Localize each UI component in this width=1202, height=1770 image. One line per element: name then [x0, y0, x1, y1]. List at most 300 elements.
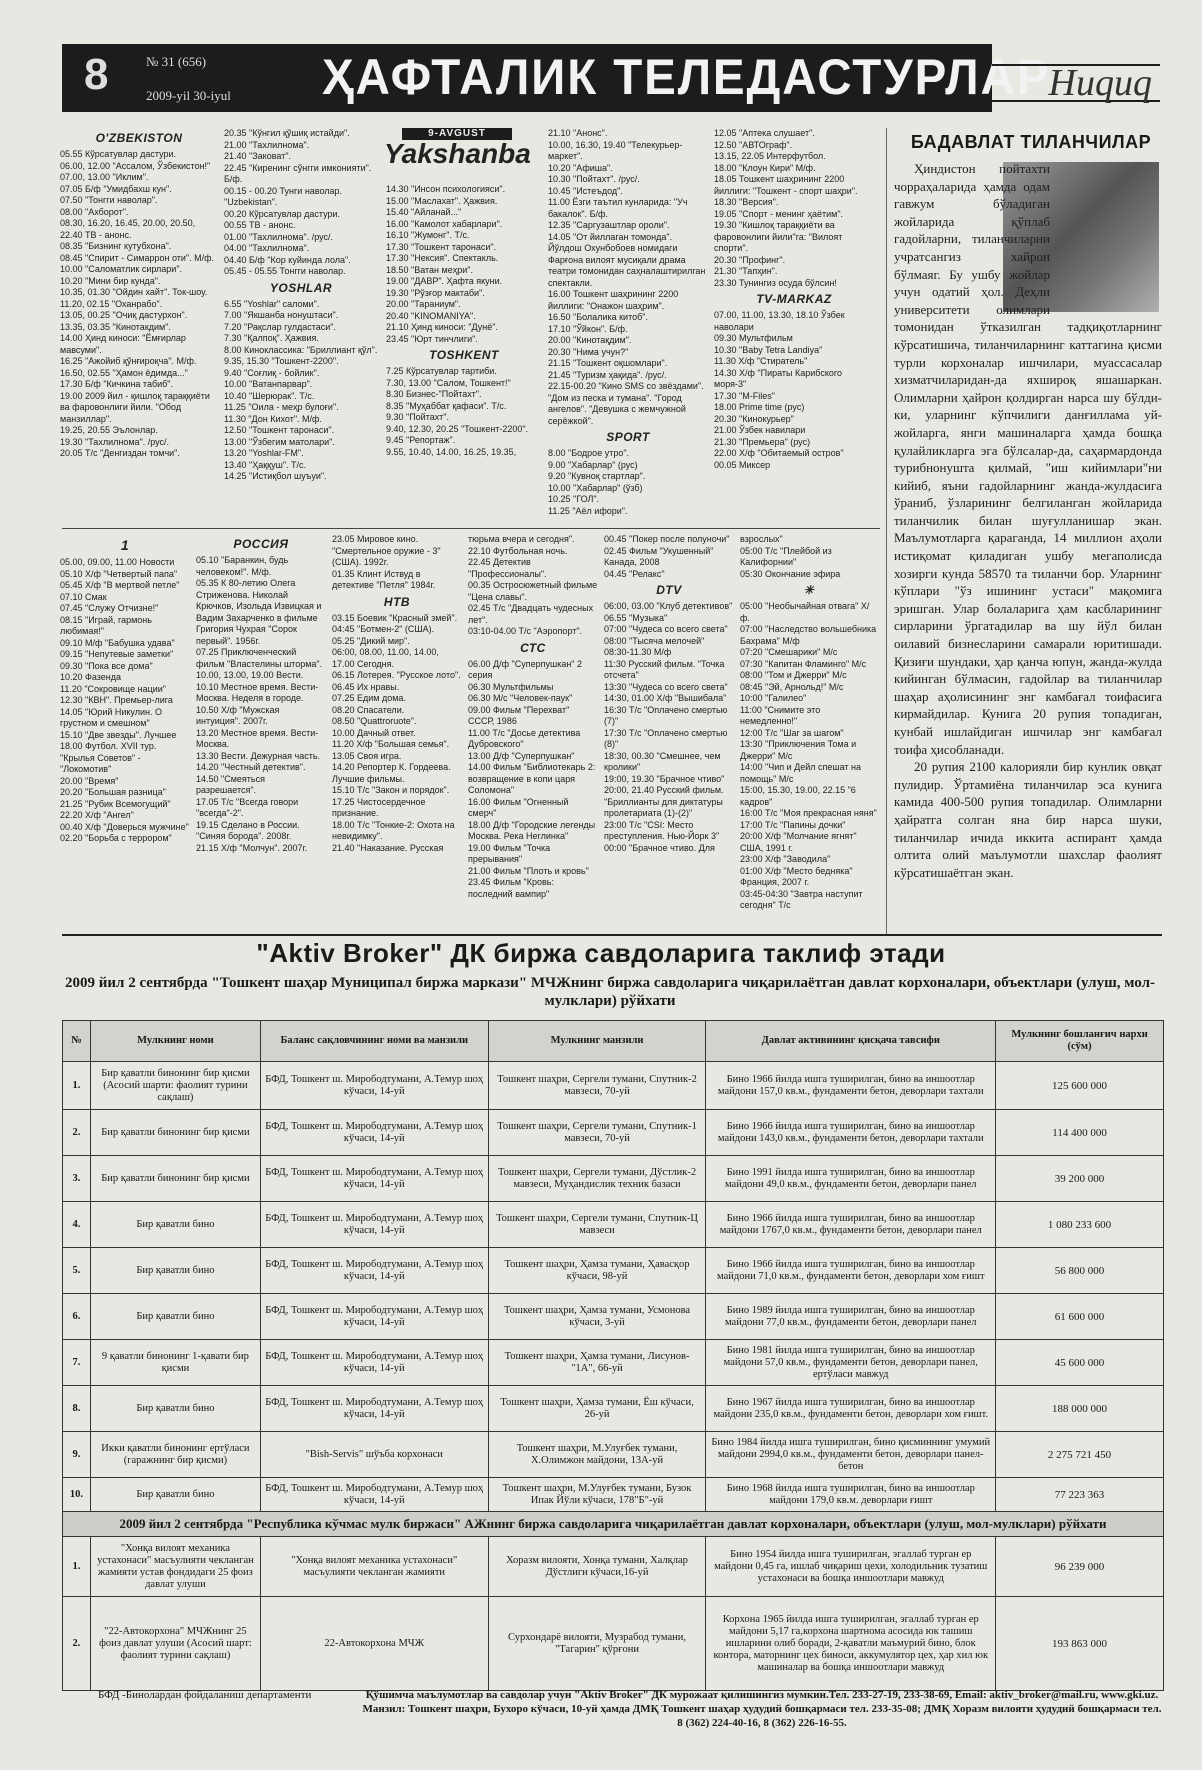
schedule-item: 05.45 - 05.55 Тонгги наволар.: [224, 266, 346, 276]
balance-holder: БФД, Тошкент ш. Мирободтумани, А.Темур шоҳ кўчаси, 14-уй: [260, 1294, 488, 1340]
channel-logo-tv-markaz: TV-MARKAZ: [756, 292, 832, 306]
schedule-item: 13.35, 03.35 "Кинотакдим".: [60, 321, 171, 332]
schedule-item: 22.20 Х/ф "Ангел": [60, 810, 134, 820]
schedule-item: 19.15 Сделано в России. "Синяя борода". 2008г.: [196, 819, 300, 841]
schedule-item: 10:00 "Галилео": [740, 693, 807, 703]
table-row: [63, 1340, 1164, 1386]
schedule-item: 05:00 Т/с "Плейбой из Калифорнии": [740, 545, 832, 567]
schedule-item: 11.20, 02.15 "Оханрабо".: [60, 298, 163, 309]
schedule-item: 14:00 "Чип и Дейл спешат на помощь" М/с: [740, 762, 862, 784]
schedule-item: 23:00 Т/с "CSI: Место преступления. Нью-Йорк 3": [604, 819, 720, 841]
schedule-item: 11.30 Х/ф "Стиратель": [714, 356, 808, 366]
page-title: ҲАФТАЛИК ТЕЛЕДАСТУРЛАР: [322, 49, 1051, 105]
property-name: Бир қаватли бино: [90, 1478, 260, 1512]
schedule-item: 00.15 - 00.20 Тунги наволар.: [224, 185, 343, 196]
schedule-item: 14.00 Ҳинд киноси: "Ёмғирлар мавсуми".: [60, 333, 186, 355]
channel-logo-sts: СТС: [520, 640, 546, 655]
day-banner: [384, 128, 534, 172]
schedule-item: 19.30 "Кишлоқ тараққиёти ва фаровонлиги йили"га: "Вилоят спорти".: [714, 220, 843, 253]
schedule-item: 05:00 "Необычайная отвага" Х/ф.: [740, 601, 870, 623]
schedule-item: 13:30 "Приключения Тома и Джерри" М/с: [740, 739, 857, 761]
schedule-item: 10.00 "Хабарлар" (ўзб): [548, 482, 643, 493]
schedule-item: 06.30 Мультфильмы: [468, 681, 554, 692]
schedule-item: 04.45 "Релакс": [604, 568, 665, 579]
property-address: Тошкент шаҳри, Ҳамза тумани, Ёш кўчаси, 26-уй: [488, 1386, 706, 1432]
column-header: Мулкнинг манзили: [488, 1021, 706, 1062]
schedule-item: 03.15 Боевик "Красный змей".: [332, 612, 458, 623]
channel-logo-dtv: DTV: [656, 583, 682, 597]
table-row: [63, 1537, 1164, 1597]
channel-logo-rossiya: РОССИЯ: [233, 537, 289, 551]
property-address: Тошкент шаҳри, Сергели тумани, Спутник-Ц мавзеси: [488, 1202, 706, 1248]
property-description: Бино 1966 йилда ишга туширилган, бино ва иншоотлар майдони 157,0 кв.м., фундаменти бетон, деворлари тахтали: [706, 1062, 996, 1110]
schedule-item: 20.30 "Нима учун?": [548, 346, 629, 357]
schedule-item: 02.45 Фильм "Укушенный" Канада, 2008: [604, 545, 714, 567]
schedule-item: 7.20 "Рақслар гулдастаси".: [224, 321, 336, 332]
start-price: 56 800 000: [996, 1248, 1164, 1294]
table-row: [63, 1432, 1164, 1478]
channel-logo-6: ✳: [803, 583, 815, 597]
start-price: 114 400 000: [996, 1110, 1164, 1156]
schedule-item: 10.25 "ГОЛ".: [548, 494, 600, 504]
schedule-item: 21.25 "Рубик Всемогущий": [60, 798, 171, 809]
schedule-item: 00:00 "Брачное чтиво. Для: [604, 842, 715, 853]
auction-subtitle: 2009 йил 2 сентябрда "Тошкент шаҳар Муниципал биржа маркази" МЧЖнинг биржа савдоларига чиқарилаётган давлат корхоналари, объектлари (улуш, мол-мулклари) рўйхати: [65, 975, 1155, 1009]
schedule-item: 05:30 Окончание эфира: [740, 568, 841, 579]
schedule-item: 16:00 Т/с "Моя прекрасная няня": [740, 808, 877, 818]
schedule-item: 12.35 "Саргузаштлар ороли".: [548, 220, 670, 230]
start-price: 96 239 000: [996, 1537, 1164, 1597]
schedule-item: 18.50 "Ватан меҳри".: [386, 264, 473, 275]
table-row: [63, 1110, 1164, 1156]
schedule-item: 20:00 Х/ф "Молчание ягнят" США, 1991 г.: [740, 831, 857, 853]
schedule-item: 20.30 "Профинг".: [714, 254, 786, 265]
schedule-item: 05.10 "Баранкин, будь человеком!". М/ф.: [196, 555, 289, 577]
schedule-item: 18.30 "Версия".: [714, 197, 779, 207]
property-description: Бино 1991 йилда ишга туширилган, бино ва иншоотлар майдони 49,0 кв.м., фундаменти бетон, деворлари панел: [706, 1156, 996, 1202]
property-address: Тошкент шаҳри, Сергели тумани, Дўстлик-2 мавзеси, Муҳандислик техник базаси: [488, 1156, 706, 1202]
schedule-item: 10.00 Дачный ответ.: [332, 727, 416, 738]
schedule-item: 23.30 Тунингиз осуда бўлсин!: [714, 277, 837, 288]
schedule-item: 9.00 "Хабарлар" (рус): [548, 459, 638, 470]
schedule-item: 06.45 Их нравы.: [332, 681, 400, 692]
schedule-item: 08:00 "Тысяча мелочей": [604, 635, 705, 646]
schedule-item: 07:30 "Капитан Фламинго" М/с: [740, 658, 867, 669]
section2-title: 2009 йил 2 сентябрда "Республика кўчмас мулк биржаси" АЖнинг биржа савдоларига чиқарилаётган давлат корхоналари, объектлари (улуш, мол-мулклари) рўйхати: [63, 1512, 1164, 1537]
schedule-item: 22.00 Х/ф "Обитаемый остров": [714, 448, 844, 458]
schedule-item: 11.25 "Аёл ифори".: [548, 505, 628, 516]
schedule-item: 08.50 "Quattroruote".: [332, 716, 417, 726]
schedule-item: 20.00 "Тараниум".: [386, 299, 461, 309]
schedule-item: 10.20 "Мини бир кунда".: [60, 275, 161, 286]
start-price: 39 200 000: [996, 1156, 1164, 1202]
schedule-item: 17.30 Б/ф "Кичкина табиб".: [60, 379, 173, 389]
row-number: 1.: [63, 1537, 91, 1597]
row-number: 5.: [63, 1248, 91, 1294]
start-price: 125 600 000: [996, 1062, 1164, 1110]
property-description: Бино 1967 йилда ишга туширилган, бино ва иншоотлар майдони 235,0 кв.м., фундаменти бетон, деворлари хом ғишт.: [706, 1386, 996, 1432]
schedule-item: 05.35 К 80-летию Олега Стриженова. Николай Крючков, Изольда Извицкая и Вадим Захарченко в фильме Григория Чухрая "Сорок первый". 1956г.: [196, 578, 322, 646]
row-number: 1.: [63, 1062, 91, 1110]
schedule-item: 13.20 "Yoshlar-FM".: [224, 448, 304, 458]
schedule-item: 01.00 "Тахлилнома". /рус/.: [224, 231, 334, 242]
balance-holder: "Bish-Servis" шўъба корхонаси: [260, 1432, 488, 1478]
schedule-item: 21.00 "Тахлилнома".: [224, 139, 310, 150]
schedule-item: 12:00 Т/с "Шаг за шагом": [740, 727, 844, 738]
article-body: [894, 160, 1162, 881]
start-price: 61 600 000: [996, 1294, 1164, 1340]
property-name: "22-Автокорхона" МЧЖнинг 25 фоиз давлат улуши (Асосий шарт: фаолият турини сақлаш): [90, 1597, 260, 1691]
balance-holder: БФД, Тошкент ш. Мирободтумани, А.Темур шоҳ кўчаси, 14-уй: [260, 1202, 488, 1248]
schedule-item: 09.10 М/ф "Бабушка удава": [60, 637, 175, 648]
auction-table: [62, 1020, 1164, 1691]
start-price: 2 275 721 450: [996, 1432, 1164, 1478]
schedule-item: 14.05 "Юрий Никулин. О грустном и смешном": [60, 706, 162, 728]
tv-column-rossiya: [196, 534, 326, 932]
masthead-bar: [62, 44, 1051, 112]
schedule-item: 04.00 "Тахлилнома".: [224, 243, 310, 253]
tv-column-sts: [468, 534, 598, 932]
schedule-item: 19.30 "Рўзғор мактаби".: [386, 287, 485, 298]
schedule-item: 17.10 "Ўйкон". Б/ф.: [548, 323, 628, 334]
tv-column-dtv: [604, 534, 734, 932]
article-paragraph: Ҳиндистон пойтахти чорраҳаларида ҳамда одам гавжум бўладиган жойларида қўплаб гадойларни, тиланчиларни учратсангиз хайрон бўлмаяг. Бу ушбу жойлар учун одатий ҳол. Деҳли университети олимлари томонидан ўтказилган тадқиқотларнинг кўрсатишича, тиланчиларнинг каттагина қисми турли корхоналар ишчилари, муассасалар хизматчиларидан-да яхшироқ яшашаркан. Олимларни ҳайрон қолдирган нарса шу бўлди-ки, уларнинг кўпчилиги данғиллама уй-жойларга, янги машиналарга ҳамда бошқа қулайликларга эга бўлсалар-да, саҳармардонда турибнонуштa қилмай, "иш кийимлари"ни кийиб, яъни гадойларнинг жанда-жулдасига ўраниб, ўзларининг белгиланган жойларида тиланчилик билан шуғулланишар экан. Маълумотларга қараганда, 14 миллион аҳоли истиқомат қиладиган ушбу мегаполисда хозирги кунда 58570 та тиланчи бор. Уларнинг кўплари "ўз ишининг устаси" мақомига эришган. Улар болаларига ҳам касбларининг сирларини ўргатадилар ва шу йўл билан оилавий бизнесларини самарали юритишади. Қизиғи шундаки, ҳар қанча юпун, жанда-жулда кийинган бўлмасин, гадойлар ва тиланчилар шаҳар аҳолисининг энг камбағал тоифасига кирмайдилар. Кунига 20 рупия топадиган, кунбай ишлайдиган ишчилар энг камбағал тоифа ҳисобланади.: [894, 161, 1162, 757]
schedule-item: 15.40 "Айланай...": [386, 207, 462, 217]
property-name: Бир қаватли бино: [90, 1202, 260, 1248]
article-title: БАДАВЛАТ ТИЛАНЧИЛАР: [910, 132, 1152, 152]
schedule-item: 18.00 Т/с "Тонкие-2: Охота на невидимку".: [332, 819, 455, 841]
schedule-item: 10.20 Фазенда: [60, 672, 122, 682]
schedule-item: 14:30, 01.00 Х/ф "Вышибала": [604, 693, 727, 703]
property-name: Икки қаватли бинонинг ертўласи (гаражнинг бир қисми): [90, 1432, 260, 1478]
schedule-item: 9.20 "Кувноқ стартлар".: [548, 471, 646, 481]
row-number: 2.: [63, 1110, 91, 1156]
schedule-item: 14.25 "Истиқбол шуъуи".: [224, 471, 327, 481]
schedule-item: 21.40 "Заковат".: [224, 151, 292, 161]
schedule-item: 21.45 "Туризм ҳақида". /рус/.: [548, 369, 667, 380]
schedule-item: 18.05 Тошкент шаҳрининг 2200 йиллиги: "Тошкент - спорт шаҳри".: [714, 174, 858, 196]
property-name: 9 қаватли бинонинг 1-қавати бир қисми: [90, 1340, 260, 1386]
schedule-item: 10.00, 16.30, 19.40 "Телекурьер-маркет".: [548, 139, 683, 161]
balance-holder: БФД, Тошкент ш. Мирободтумани, А.Темур шоҳ кўчаси, 14-уй: [260, 1478, 488, 1512]
schedule-item: 10.35, 01.30 "Ойдин хайт". Ток-шоу.: [60, 287, 208, 297]
property-name: "Хонқа вилоят механика устахонаси" масъулияти чекланган жамияти устав фондидаги 25 фоиз давлат улуши: [90, 1537, 260, 1597]
schedule-item: 16.25 "Ажойиб қўнғироқча". М/ф.: [60, 356, 197, 366]
schedule-item: 17.30 "M-Files": [714, 390, 775, 401]
schedule-item: 06.15 Лотерея. "Русское лото".: [332, 670, 461, 680]
property-name: Бир қаватли бино: [90, 1248, 260, 1294]
schedule-item: 07.00, 11.00, 13.30, 18.10 Ўзбек наволари: [714, 310, 845, 332]
schedule-item: 02.45 Т/с "Двадцать чудесных лет".: [468, 603, 594, 625]
balance-holder: БФД, Тошкент ш. Мирободтумани, А.Темур шоҳ кўчаси, 14-уй: [260, 1110, 488, 1156]
schedule-item: 09.15 "Непутевые заметки": [60, 649, 174, 659]
schedule-item: 19.00 Фильм "Точка прерывания": [468, 842, 551, 864]
schedule-item: 17.30 "Тошкент таронаси".: [386, 241, 497, 252]
schedule-item: 23.45 Фильм "Кровь: последний вампир": [468, 877, 554, 899]
schedule-item: 21.10 Ҳинд киноси: "Дунё".: [386, 322, 498, 332]
schedule-item: 7.25 Кўрсатувлар тартиби.: [386, 366, 497, 376]
schedule-item: 11.25 "Оила - меҳр булоғи".: [224, 402, 339, 412]
schedule-item: 04.40 Б/ф "Кор куйинда лола".: [224, 254, 351, 265]
schedule-item: 07:20 "Смешарики" М/с: [740, 647, 838, 657]
schedule-item: 18:30, 00.30 "Смешнее, чем кролики": [604, 750, 721, 772]
column-header: Мулкнинг бошланғич нархи (сўм): [996, 1021, 1164, 1062]
column-header: Давлат активининг қисқача тавсифи: [706, 1021, 996, 1062]
schedule-item: 14.00 Фильм "Библиотекарь 2: возвращение в копи царя Соломона": [468, 762, 596, 795]
property-description: Бино 1968 йилда ишга туширилган, бино ва иншоотлар майдони 179,0 кв.м. деворлари ғишт: [706, 1478, 996, 1512]
property-description: Бино 1981 йилда ишга туширилган, бино ва иншоотлар майдони 57,0 кв.м., фундаменти бетон, деворлари панел, ертўласи мавжуд: [706, 1340, 996, 1386]
schedule-item: 11.00 Ёзги таътил кунларида: "Уч бакалок". Б/ф.: [548, 197, 688, 219]
schedule-item: 12.50 "АВТОграф".: [714, 139, 793, 150]
schedule-item: 17:00 Т/с "Папины дочки": [740, 819, 846, 830]
auction-title: "Aktiv Broker" ДК биржа савдоларига таклиф этади: [256, 938, 946, 968]
schedule-item: 10.45 "Истеъдод".: [548, 185, 623, 196]
schedule-item: 21.40 "Наказание. Русская: [332, 842, 444, 853]
section-label-box: [992, 64, 1160, 102]
property-name: Бир қаватли бинонинг бир қисми (Асосий шарти: фаолият турини сақлаш): [90, 1062, 260, 1110]
balance-holder: БФД, Тошкент ш. Мирободтумани, А.Темур шоҳ кўчаси, 14-уй: [260, 1062, 488, 1110]
day-banner-date: 9-AVGUST: [402, 128, 512, 140]
schedule-item: 23.05 Мировое кино. "Смертельное оружие - 3" (США). 1992г.: [332, 534, 441, 567]
schedule-item: 09.30 "Пока все дома": [60, 660, 153, 671]
schedule-item: 07.25 Приключенческий фильм "Властелины шторма".: [196, 647, 323, 669]
schedule-item: 14.50 "Смеяться разрешается".: [196, 773, 265, 795]
schedule-item: 06:00, 03.00 "Клуб детективов": [604, 601, 733, 611]
schedule-item: 14.05 "От йиллаган томонда". Йўлдош Охунбобоев номидаги Фарғона вилоят мусиқали драма театри томонидан саҳналаштирилган спектакли.: [548, 231, 706, 288]
balance-holder: 22-Автокорхона МЧЖ: [260, 1597, 488, 1691]
schedule-item: 20.20 "Большая разница": [60, 787, 166, 797]
schedule-item: 21.00 Фильм "Плоть и кровь": [468, 865, 589, 876]
property-address: Тошкент шаҳри, Сергели тумани, Спутник-1 мавзеси, 70-уй: [488, 1110, 706, 1156]
schedule-item: 9.55, 10.40, 14.00, 16.25, 19.35,: [386, 446, 517, 457]
schedule-item: 08.00 "Ахборот".: [60, 206, 129, 217]
row-number: 3.: [63, 1156, 91, 1202]
column-header: Баланс сақловчининг номи ва манзили: [260, 1021, 488, 1062]
schedule-item: 13.20 Местное время. Вести-Москва.: [196, 727, 319, 749]
schedule-item: 05.00, 09.00, 11.00 Новости: [60, 557, 175, 567]
schedule-item: 11.20 Х/ф "Большая семья".: [332, 739, 450, 749]
schedule-item: 11.30 "Дон Кихот". М/ф.: [224, 413, 322, 424]
schedule-item: 01:00 Х/ф "Место бедняка" Франция, 2007 г.: [740, 865, 853, 887]
schedule-item: 22.45 "Киренинг сўнгги имконияти". Б/ф.: [224, 162, 372, 184]
property-name: Бир қаватли бино: [90, 1294, 260, 1340]
schedule-item: 14.20 "Честный детектив".: [196, 762, 306, 772]
schedule-item: 22.10 Футбольная ночь.: [468, 545, 568, 556]
schedule-item: 20.00 "Время": [60, 775, 119, 786]
balance-holder: "Хонқа вилоят механика устахонаси" масъулияти чекланган жамияти: [260, 1537, 488, 1597]
schedule-item: 07.50 "Тонгги наволар".: [60, 195, 158, 205]
schedule-item: 8.30 Бизнес-"Пойтахт".: [386, 389, 482, 399]
property-address: Тошкент шаҳри, Ҳамза тумани, Усмонова кўчаси, 3-уй: [488, 1294, 706, 1340]
schedule-item: 17.05 Т/с "Всегда говори "всегда"-2".: [196, 796, 299, 818]
schedule-item: 22.15-00.20 "Кино SMS со звёздами". "Дом из песка и тумана". "Город ангелов". "Девушка с жемчужной серёжкой".: [548, 381, 704, 426]
schedule-item: 05.10 Х/ф "Четвертый папа": [60, 568, 178, 579]
schedule-item: 6.55 "Yoshlar" саломи".: [224, 298, 320, 309]
schedule-item: 12.30 "КВН". Премьер-лига: [60, 695, 173, 705]
property-description: Бино 1966 йилда ишга туширилган, бино ва иншоотлар майдони 1767,0 кв.м., фундаменти бетон, деворлари панел: [706, 1202, 996, 1248]
schedule-item: 20.40 "KINOMANIYA".: [386, 310, 476, 321]
schedule-item: 18.00 Prime time (рус): [714, 402, 805, 412]
schedule-item: 16.10 "Жумонг". Т/с.: [386, 230, 470, 240]
schedule-item: 9.45 "Репортаж".: [386, 435, 456, 445]
schedule-item: 10.00, 13.00, 19.00 Вести.: [196, 670, 304, 680]
schedule-item: 7.00 "Якшанба нонуштаси".: [224, 310, 339, 320]
schedule-item: 19.00 2009 йил - қишлоқ тараққиёти ва фаровонлиги йили. "Обод манзиллар".: [60, 390, 210, 424]
property-address: Тошкент шаҳри, Ҳамза тумани, Ҳавасқор кўчаси, 98-уй: [488, 1248, 706, 1294]
schedule-item: 06.00, 12.00 "Ассалом, Ўзбекистон!": [60, 160, 211, 171]
schedule-item: 13.15, 22.05 Интерфутбол.: [714, 151, 826, 161]
schedule-item: 8.00 Кинокласcика: "Бриллиант қўл".: [224, 344, 378, 355]
schedule-item: 21.15 Х/ф "Молчун". 2007г.: [196, 842, 308, 853]
schedule-item: 13:30 "Чудеса со всего света": [604, 681, 728, 692]
schedule-item: 08:30-11.30 М/ф: [604, 647, 672, 657]
schedule-item: 14.20 Репортер К. Гордеева. Лучшие фильмы.: [332, 762, 451, 784]
schedule-item: 10.50 Х/ф "Мужская интуиция". 2007г.: [196, 704, 280, 726]
schedule-item: 21.00 Ўзбек навилари: [714, 425, 806, 435]
schedule-item: 21.30 "Премьера" (рус): [714, 436, 811, 447]
schedule-item: 16.00 Фильм "Огненный смерч": [468, 796, 569, 818]
table-row: [63, 1156, 1164, 1202]
tv-column-ozbekiston: [60, 128, 218, 523]
property-description: Корхона 1965 йилда ишга туширилган, эгаллаб турган ер майдони 5,17 га,корхона шартнома асосида юк ташиш ишларини олиб боради, 2-қаватли маъмурий бино, блок контора, маторнинг цех биноси, аккумулятор цех, ҳар хил юк машиналар ва бошқа иншоотлари мавжуд: [706, 1597, 996, 1691]
schedule-item: 20.00 "Кинотақдим".: [548, 335, 632, 345]
property-address: Хоразм вилояти, Хонқа тумани, Халқлар Дўстлиги кўчаси,16-уй: [488, 1537, 706, 1597]
table-row: [63, 1386, 1164, 1432]
schedule-item: 00.55 ТВ - анонс.: [224, 220, 296, 230]
row-number: 10.: [63, 1478, 91, 1512]
table-row: [63, 1294, 1164, 1340]
schedule-item: 16.50 "Болалика китоб".: [548, 312, 648, 322]
schedule-item: 10.20 "Афиша".: [548, 162, 613, 173]
row-number: 6.: [63, 1294, 91, 1340]
schedule-item: 08:45 "Эй, Арнольд!" М/с: [740, 681, 844, 692]
schedule-item: 00.05 Миксер: [714, 459, 771, 470]
row-number: 9.: [63, 1432, 91, 1478]
row-number: 2.: [63, 1597, 91, 1691]
tv-column-6: [740, 534, 878, 932]
property-description: Бино 1989 йилда ишга туширилган, бино ва иншоотлар майдони 77,0 кв.м., фундаменти бетон, деворлари панел: [706, 1294, 996, 1340]
schedule-item: 03:10-04.00 Т/с "Аэропорт".: [468, 626, 583, 636]
start-price: 1 080 233 600: [996, 1202, 1164, 1248]
schedule-item: 22.45 Детектив "Профессионалы".: [468, 557, 547, 579]
schedule-item: 17.25 Чистосердечное признание.: [332, 796, 426, 818]
schedule-item: 06:00, 08.00, 11.00, 14.00, 17.00 Сегодня.: [332, 647, 439, 669]
schedule-item: 11:30 Русский фильм. "Точка отсчета": [604, 658, 725, 680]
schedule-item: 23.45 "Юрт тинчлиги".: [386, 333, 478, 344]
property-address: Сурхондарё вилояти, Музрабод тумани, "Тагарин" қўрғони: [488, 1597, 706, 1691]
schedule-item: 19.00 "ДАВР". Ҳафта якуни.: [386, 276, 503, 286]
schedule-item: 02.20 "Борьба с террором": [60, 833, 172, 843]
schedule-item: 05.55 Кўрсатувлар дастури.: [60, 149, 177, 159]
schedule-item: 20.35 "Кўнгил қўшиқ истайди".: [224, 128, 350, 138]
balance-holder: БФД, Тошкент ш. Мирободтумани, А.Темур шоҳ кўчаси, 14-уй: [260, 1156, 488, 1202]
schedule-item: 13.00 "Ўзбегим матолари".: [224, 436, 335, 447]
footer-contacts: Қўшимча маълумотлар ва савдолар учун "Aktiv Broker" ДК мурожаат қилишингиз мумкин.Тел. 233-27-19, 233-38-69, Email: aktiv_broker@mail.ru, www.gki.uz. Манзил: Тошкент шаҳри, Бухоро кўчаси, 10-уй ҳамда ДМҚ Тошкент шаҳар ҳудудий бошқармаси тел. 233-35-08; ДМҚ Хоразм вилояти ҳудудий бошқармаси тел. 8 (362) 224-40-16, 8 (362) 226-16-55.: [362, 1689, 1162, 1729]
schedule-item: 10.10 Местное время. Вести-Москва. Неделя в городе.: [196, 681, 319, 703]
schedule-item: 10.00 "Ватанпарвар".: [224, 379, 313, 389]
masthead: [62, 44, 1160, 112]
channel-logo-perviy: 1: [120, 537, 130, 553]
property-address: Тошкент шаҳри, М.Улуғбек тумани, Бузок Ипак Йўли кўчаси, 178"Б"-уй: [488, 1478, 706, 1512]
property-address: Тошкент шаҳри, М.Улуғбек тумани, Х.Олимжон майдони, 13А-уй: [488, 1432, 706, 1478]
schedule-item: 16:30 Т/с "Оплачено смертью (7)": [604, 704, 728, 726]
issue-date: 2009-yil 30-iyul: [146, 88, 231, 103]
schedule-item: 18.00 Футбол. XVII тур. "Крылья Советов" - "Локомотив": [60, 741, 157, 774]
schedule-item: 12.05 "Аптека слушает".: [714, 128, 815, 138]
schedule-item: 19.30 "Тахлилнома". /рус/.: [60, 436, 170, 447]
schedule-item: 19:00, 19.30 "Брачное чтиво": [604, 773, 725, 784]
schedule-item: 09.30 Мультфильм: [714, 333, 793, 343]
section-divider: [62, 934, 1162, 936]
auction-table-body: [63, 1062, 1164, 1512]
schedule-item: 16.00 "Камолот хабарлари".: [386, 218, 503, 229]
property-description: Бино 1984 йилда ишга туширилган, бино қисминнинг умумий майдони 2994,0 кв.м., фундаменти бетон, деворлари панел-бетон: [706, 1432, 996, 1478]
schedule-item: 00.35 Остросюжетный фильме "Цена славы".: [468, 580, 598, 602]
article-paragraph: 20 рупия 2100 калорияли бир кунлик овқат пулидир. Ўртамиёна тиланчилар эса кунига камида 400-500 рупия топадилар. Олимларни ҳайратга солган яна бир нарса шуки, тиланчилар ичида иккита аспирант ҳамда олтита олий маълумотли шахслар фаолият кўрсатишаётган экан.: [894, 759, 1162, 880]
table-row: [63, 1202, 1164, 1248]
footer-note: БФД -Бинолардан фойдаланиш департаменти: [98, 1689, 312, 1701]
schedule-item: 03:45-04:30 "Завтра наступит сегодня" Т/с: [740, 888, 863, 910]
property-description: Бино 1954 йилда ишга туширилган, эгаллаб турган ер майдони 0,45 га, ишлаб чиқариш цехи, холодильник тузатиш устахонаси ва бошқа иншоотлари мавжуд: [706, 1537, 996, 1597]
property-name: Бир қаватли бинонинг бир қисми: [90, 1110, 260, 1156]
channel-logo-sport: SPORT: [606, 430, 650, 444]
schedule-item: 7.30 "Қалпоқ". Ҳажвия.: [224, 333, 319, 343]
tv-column-perviy: [60, 534, 190, 932]
schedule-item: 19.05 "Спорт - менинг ҳаётим".: [714, 208, 844, 219]
property-name: Бир қаватли бино: [90, 1386, 260, 1432]
schedule-item: 17.30 "Нексия". Спектакль.: [386, 253, 499, 263]
schedule-item: 12.50 "Тошкент таронаси".: [224, 425, 335, 435]
schedule-item: 9.35, 15.30 "Тошкент-2200".: [224, 356, 339, 366]
schedule-item: 05.25 "Дикий мир".: [332, 635, 410, 646]
schedule-item: "Uzbekistan".: [224, 197, 278, 207]
schedule-item: 18.00 Д/ф "Городские легенды Москва. Река Неглинка": [468, 819, 596, 841]
channel-logo-ozbekiston: O'ZBEKISTON: [95, 131, 183, 145]
section-label: Ниqиq: [1048, 62, 1152, 104]
table-row: [63, 1597, 1164, 1691]
table-row: [63, 1062, 1164, 1110]
issue-number: № 31 (656): [146, 54, 207, 69]
schedule-item: 08:00 "Том и Джерри" М/с: [740, 670, 847, 680]
table-row: [63, 1248, 1164, 1294]
schedule-item: 16.00 Тошкент шаҳрининг 2200 йиллиги: "Онажон шаҳрим".: [548, 289, 679, 311]
schedule-item: 9.40, 12.30, 20.25 "Тошкент-2200".: [386, 423, 529, 434]
start-price: 45 600 000: [996, 1340, 1164, 1386]
schedule-item: 14.30 "Инсон психологияси".: [386, 184, 506, 194]
schedule-item: 05.45 Х/ф "В мертвой петле": [60, 580, 180, 590]
row-number: 4.: [63, 1202, 91, 1248]
section-header-row: [63, 1512, 1164, 1537]
tv-column-5: [714, 128, 874, 523]
schedule-item: 07.10 Смак: [60, 591, 107, 602]
schedule-item: 8.35 "Муҳаббат қафаси". Т/с.: [386, 400, 507, 411]
schedule-item: 13.00 Д/ф "Суперпушкан": [468, 750, 575, 761]
schedule-item: 13.40 "Ҳаққуш". Т/с.: [224, 459, 307, 470]
property-description: Бино 1966 йилда ишга туширилган, бино ва иншоотлар майдони 143,0 кв.м., фундаменти бетон, деворлари тахтали: [706, 1110, 996, 1156]
channel-logo-toshkent: TOSHKENT: [429, 348, 499, 362]
page-number: 8: [84, 50, 109, 99]
schedule-item: 08.15 "Играй, гармонь любимая!": [60, 614, 152, 636]
schedule-item: 21.30 "Тапҳин".: [714, 266, 778, 276]
schedule-item: 15:00, 15.30, 19.00, 22.15 "6 кадров": [740, 785, 856, 807]
schedule-item: 15.10 "Две звезды". Лучшее: [60, 729, 177, 740]
schedule-item: 06.55 "Музыка": [604, 612, 668, 623]
schedule-item: 13.30 Вести. Дежурная часть.: [196, 750, 321, 761]
schedule-item: взрослых": [740, 534, 783, 544]
schedule-item: 07.45 "Служу Отчизне!": [60, 603, 159, 613]
column-header: №: [63, 1021, 91, 1062]
tv-column-2: [224, 128, 378, 523]
